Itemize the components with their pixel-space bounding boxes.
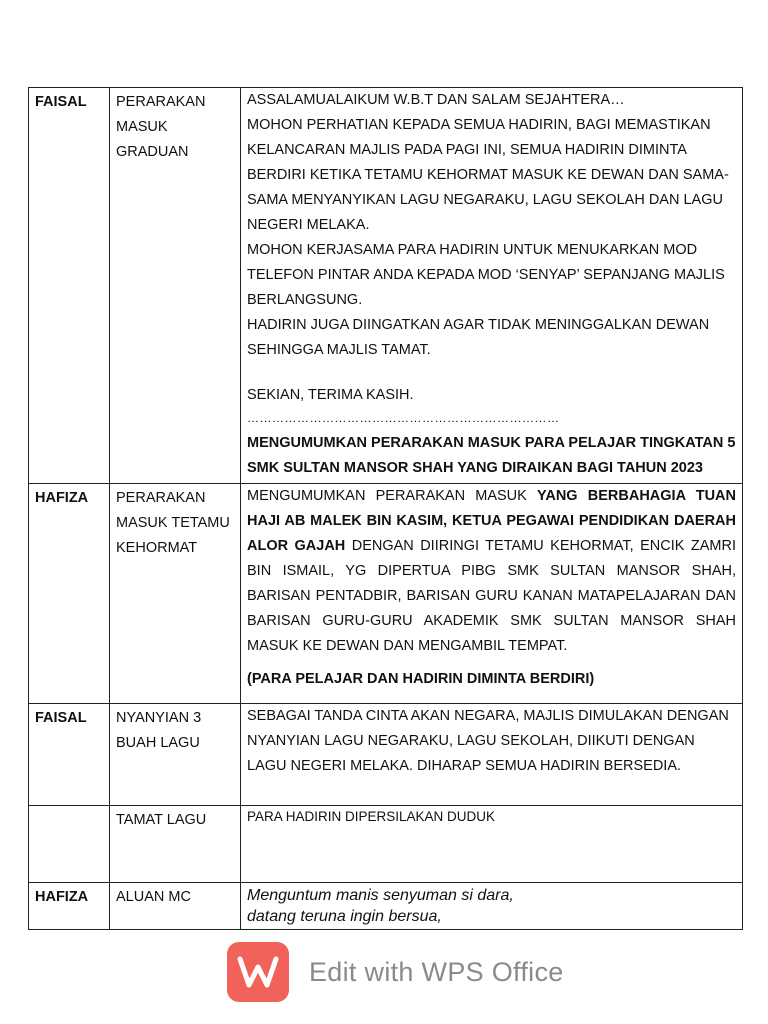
guest-announcement-paragraph: MENGUMUMKAN PERARAKAN MASUK YANG BERBAHAGIA TUAN HAJI AB MALEK BIN KASIM, KETUA PEGAWAI PENDIDIKAN DAERAH ALOR GAJAH DENGAN DIIRINGI TETAMU KEHORMAT, ENCIK ZAMRI BIN ISMAIL, YG DIPERTUA PIBG SMK SULTAN MANSOR SHAH, BARISAN PENTADBIR, BARISAN GURU KANAN MATAPELAJARAN DAN BARISAN GURU-GURU AKADEMIK SMK SULTAN MANSOR SHAH MASUK KE DEWAN DAN MENGAMBIL TEMPAT. <box>247 488 736 654</box>
agenda-item-cell: TAMAT LAGU <box>110 806 241 883</box>
script-text-cell <box>241 88 743 484</box>
speaker-cell: HAFIZA <box>29 484 110 704</box>
stand-instruction: (PARA PELAJAR DAN HADIRIN DIMINTA BERDIRI) <box>247 671 595 687</box>
greeting-line: ASSALAMUALAIKUM W.B.T DAN SALAM SEJAHTERA… <box>247 92 625 108</box>
table-row <box>29 88 743 484</box>
vip-name: YANG BERBAHAGIA TUAN HAJI AB MALEK BIN KASIM, KETUA PEGAWAI PENDIDIKAN DAERAH ALOR GAJAH <box>247 488 736 554</box>
speaker-cell: FAISAL <box>29 704 110 806</box>
table-row <box>29 806 743 883</box>
table-row <box>29 883 743 930</box>
announcement-graduates: MENGUMUMKAN PERARAKAN MASUK PARA PELAJAR TINGKATAN 5 SMK SULTAN MANSOR SHAH YANG DIRAIKAN BAGI TAHUN 2023 <box>247 435 736 476</box>
script-text-cell <box>241 484 743 704</box>
script-text-cell: SEBAGAI TANDA CINTA AKAN NEGARA, MAJLIS DIMULAKAN DENGAN NYANYIAN LAGU NEGARAKU, LAGU SEKOLAH, DIIKUTI DENGAN LAGU NEGERI MELAKA. DIHARAP SEMUA HADIRIN BERSEDIA. <box>241 704 743 806</box>
speaker-cell: FAISAL <box>29 88 110 484</box>
agenda-item-cell: PERARAKAN MASUK TETAMU KEHORMAT <box>110 484 241 704</box>
pantun-line: Menguntum manis senyuman si dara, <box>247 887 514 904</box>
script-text-cell: PARA HADIRIN DIPERSILAKAN DUDUK <box>241 806 743 883</box>
attention-paragraph: MOHON PERHATIAN KEPADA SEMUA HADIRIN, BAGI MEMASTIKAN KELANCARAN MAJLIS PADA PAGI INI, SEMUA HADIRIN DIMINTA BERDIRI KETIKA TETAMU KEHORMAT MASUK KE DEWAN DAN SAMA-SAMA MENYANYIKAN LAGU NEGARAKU, LAGU SEKOLAH DAN LAGU NEGERI MELAKA. <box>247 117 729 233</box>
script-text-cell <box>241 883 743 930</box>
dotted-divider: ………………………………………………………………… <box>247 411 560 425</box>
agenda-item-cell: NYANYIAN 3 BUAH LAGU <box>110 704 241 806</box>
wps-edit-label[interactable]: Edit with WPS Office <box>309 956 564 987</box>
table-row <box>29 484 743 704</box>
agenda-item-cell: PERARAKAN MASUK GRADUAN <box>110 88 241 484</box>
speaker-cell: HAFIZA <box>29 883 110 930</box>
phone-mode-paragraph: MOHON KERJASAMA PARA HADIRIN UNTUK MENUKARKAN MOD TELEFON PINTAR ANDA KEPADA MOD ‘SENYAP’ SEPANJANG MAJLIS BERLANGSUNG. <box>247 242 725 308</box>
agenda-item-cell: ALUAN MC <box>110 883 241 930</box>
reminder-paragraph: HADIRIN JUGA DIINGATKAN AGAR TIDAK MENINGGALKAN DEWAN SEHINGGA MAJLIS TAMAT. <box>247 317 710 358</box>
wps-logo-icon <box>227 942 289 1002</box>
speaker-cell <box>29 806 110 883</box>
closing-line: SEKIAN, TERIMA KASIH. <box>247 387 414 403</box>
spacer <box>247 363 736 383</box>
table-row <box>29 704 743 806</box>
wps-edit-banner[interactable] <box>227 941 564 1003</box>
program-script-table <box>28 87 743 930</box>
pantun-line: datang teruna ingin bersua, <box>247 908 442 925</box>
